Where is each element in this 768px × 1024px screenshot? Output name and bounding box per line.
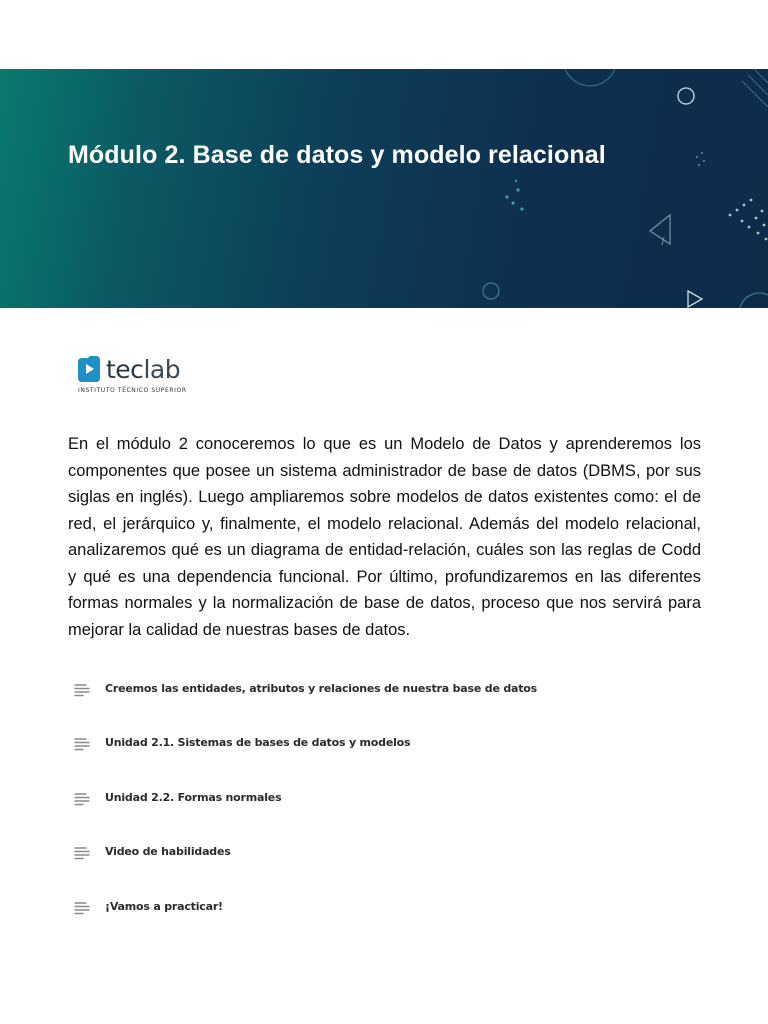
topic-label: Creemos las entidades, atributos y relaciones de nuestra base de datos [105,682,537,695]
header-banner [0,69,768,308]
decorative-shapes [0,69,768,308]
text-lines-icon [74,846,90,860]
logo-wordmark [106,354,180,386]
logo-wordmark-lab: lab [143,355,181,384]
logo-wordmark-tec: tec [106,355,144,384]
play-badge-icon [78,356,100,382]
text-lines-icon [74,901,90,915]
intro-paragraph: En el módulo 2 conoceremos lo que es un Modelo de Datos y aprenderemos los componentes que posee un sistema administrador de base de datos (DBMS, por sus siglas en inglés). Luego ampliaremos sobre modelos de datos existentes como: el de red, el jerárquico y, finalmente, el modelo relacional. Además del modelo relacional, analizaremos qué es un diagrama de entidad-relación, cuáles son las reglas de Codd y qué es una dependencia funcional. Por último, profundizaremos en las diferentes formas normales y la normalización de base de datos, proceso que nos servirá para mejorar la calidad de nuestras bases de datos. [68,435,701,639]
topic-item[interactable] [74,894,714,948]
teclab-logo [78,354,208,398]
topic-item[interactable] [74,730,714,784]
topic-label: Video de habilidades [105,845,231,859]
text-lines-icon [74,737,90,751]
topic-label: Unidad 2.1. Sistemas de bases de datos y modelos [105,736,411,750]
topic-label: Unidad 2.2. Formas normales [105,790,282,804]
topic-label: ¡Vamos a practicar! [105,899,223,913]
topic-list [74,676,714,948]
logo-subtitle: INSTITUTO TÉCNICO SUPERIOR [78,387,187,394]
text-lines-icon [74,683,90,697]
topic-item[interactable] [74,785,714,839]
page-title: Módulo 2. Base de datos y modelo relacional [68,141,606,169]
topic-item[interactable] [74,839,714,893]
text-lines-icon [74,792,90,806]
topic-item[interactable] [74,676,714,730]
